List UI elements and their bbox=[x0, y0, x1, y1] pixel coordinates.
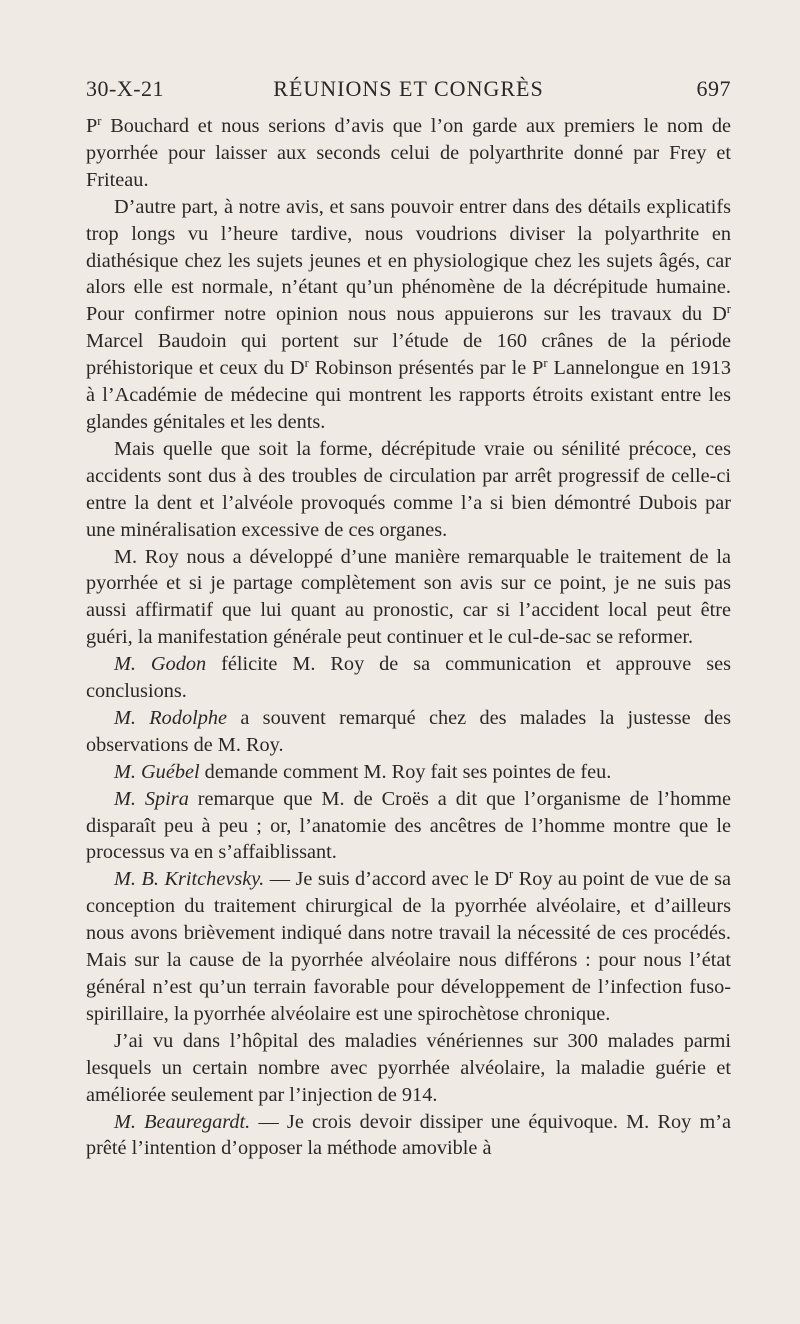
body-text bbox=[86, 113, 731, 1162]
superscript: r bbox=[97, 114, 102, 129]
paragraph bbox=[86, 1109, 731, 1163]
text-run: félicite M. Roy de sa communication et approuve ses conclusions. bbox=[86, 653, 731, 703]
paragraph bbox=[86, 705, 731, 759]
text-run: Roy au point de vue de sa conception du traitement chirurgical de la pyorrhée alvéolaire, et d’ailleurs nous avons brièvement indiqué dans notre travail la nécessité de ces procédés. Mais sur la cause de la pyorrhée alvéolaire nous différons : pour nous l’état général n’est qu’un terrain favorable pour développement de l’infection fuso-spirillaire, la pyorrhée alvéolaire est une spirochètose chronique. bbox=[86, 868, 731, 1025]
text-run: a souvent remarqué chez des malades la justesse des observations de M. Roy. bbox=[86, 706, 731, 756]
text-run: Mais quelle que soit la forme, décrépitude vraie ou sénilité précoce, ces accidents sont dus à des troubles de circulation par arrêt progressif de celle-ci entre la dent et l’alvéole provoqués comme l’a si bien démontré Dubois par une minéralisation excessive de ces organes. bbox=[86, 437, 731, 541]
text-run: Robinson présentés par le P bbox=[308, 357, 544, 380]
text-run: Marcel Baudoin qui portent sur l’étude de 160 crânes de la période préhistorique et ceux du D bbox=[86, 330, 731, 380]
text-run: demande comment M. Roy fait ses pointes de feu. bbox=[199, 760, 612, 783]
text-run: P bbox=[86, 115, 98, 137]
text-run: remarque que M. de Croës a dit que l’organisme de l’homme disparaît peu à peu ; or, l’anatomie des ancêtres de l’homme montre que le processus va en s’affaiblissant. bbox=[86, 787, 731, 864]
superscript: r bbox=[304, 356, 309, 371]
paragraph bbox=[86, 544, 731, 652]
text-run: Lannelongue en 1913 à l’Académie de médecine qui montrent les rapports étroits existant entre les glandes génitales et les dents. bbox=[86, 357, 731, 433]
running-header bbox=[86, 72, 731, 106]
superscript: r bbox=[726, 302, 731, 317]
speaker-name: M. B. Kritchevsky. bbox=[114, 868, 265, 891]
speaker-name: M. Guébel bbox=[114, 760, 200, 783]
running-title: RÉUNIONS ET CONGRÈS bbox=[273, 76, 544, 101]
speaker-name: M. Rodolphe bbox=[114, 706, 228, 729]
text-run: Bouchard et nous serions d’avis que l’on garde aux premiers le nom de pyorrhée pour laisser aux seconds celui de polyarthrite donné par Frey et Friteau. bbox=[86, 115, 731, 191]
paragraph bbox=[86, 113, 731, 194]
speaker-name: M. Spira bbox=[114, 787, 189, 810]
text-run: — Je crois devoir dissiper une équivoque. M. Roy m’a prêté l’intention d’opposer la méthode amovible à bbox=[86, 1110, 731, 1160]
header-date: 30-X-21 bbox=[86, 76, 165, 101]
speaker-name: M. Godon bbox=[114, 653, 207, 676]
superscript: r bbox=[543, 356, 548, 371]
paragraph bbox=[86, 759, 731, 786]
paragraph bbox=[86, 194, 731, 436]
paragraph bbox=[86, 786, 731, 867]
text-run: — Je suis d’accord avec le D bbox=[264, 868, 509, 891]
paragraph bbox=[86, 1028, 731, 1109]
text-run: J’ai vu dans l’hôpital des maladies vénériennes sur 300 malades parmi lesquels un certain nombre avec pyorrhée alvéolaire, la maladie guérie et améliorée seulement par l’injection de 914. bbox=[86, 1029, 731, 1106]
text-run: M. Roy nous a développé d’une manière remarquable le traitement de la pyorrhée et si je partage complètement son avis sur ce point, je ne suis pas aussi affirmatif que lui quant au pronostic, car si l’accident local peut être guéri, la manifestation générale peut continuer et le cul-de-sac se reformer. bbox=[86, 545, 731, 649]
page-number: 697 bbox=[696, 76, 731, 101]
superscript: r bbox=[508, 867, 514, 882]
paragraph bbox=[86, 436, 731, 544]
speaker-name: M. Beauregardt. bbox=[114, 1110, 251, 1133]
text-run: D’autre part, à notre avis, et sans pouvoir entrer dans des détails explicatifs trop longs vu l’heure tardive, nous voudrions diviser la polyarthrite en diathésique chez les sujets jeunes et en physiologique chez les sujets âgés, car alors elle est normale, n’étant qu’un phénomène de la décrépitude humaine. Pour confirmer notre opinion nous nous appuierons sur les travaux du D bbox=[86, 195, 731, 326]
paragraph bbox=[86, 651, 731, 705]
paragraph bbox=[86, 866, 731, 1027]
